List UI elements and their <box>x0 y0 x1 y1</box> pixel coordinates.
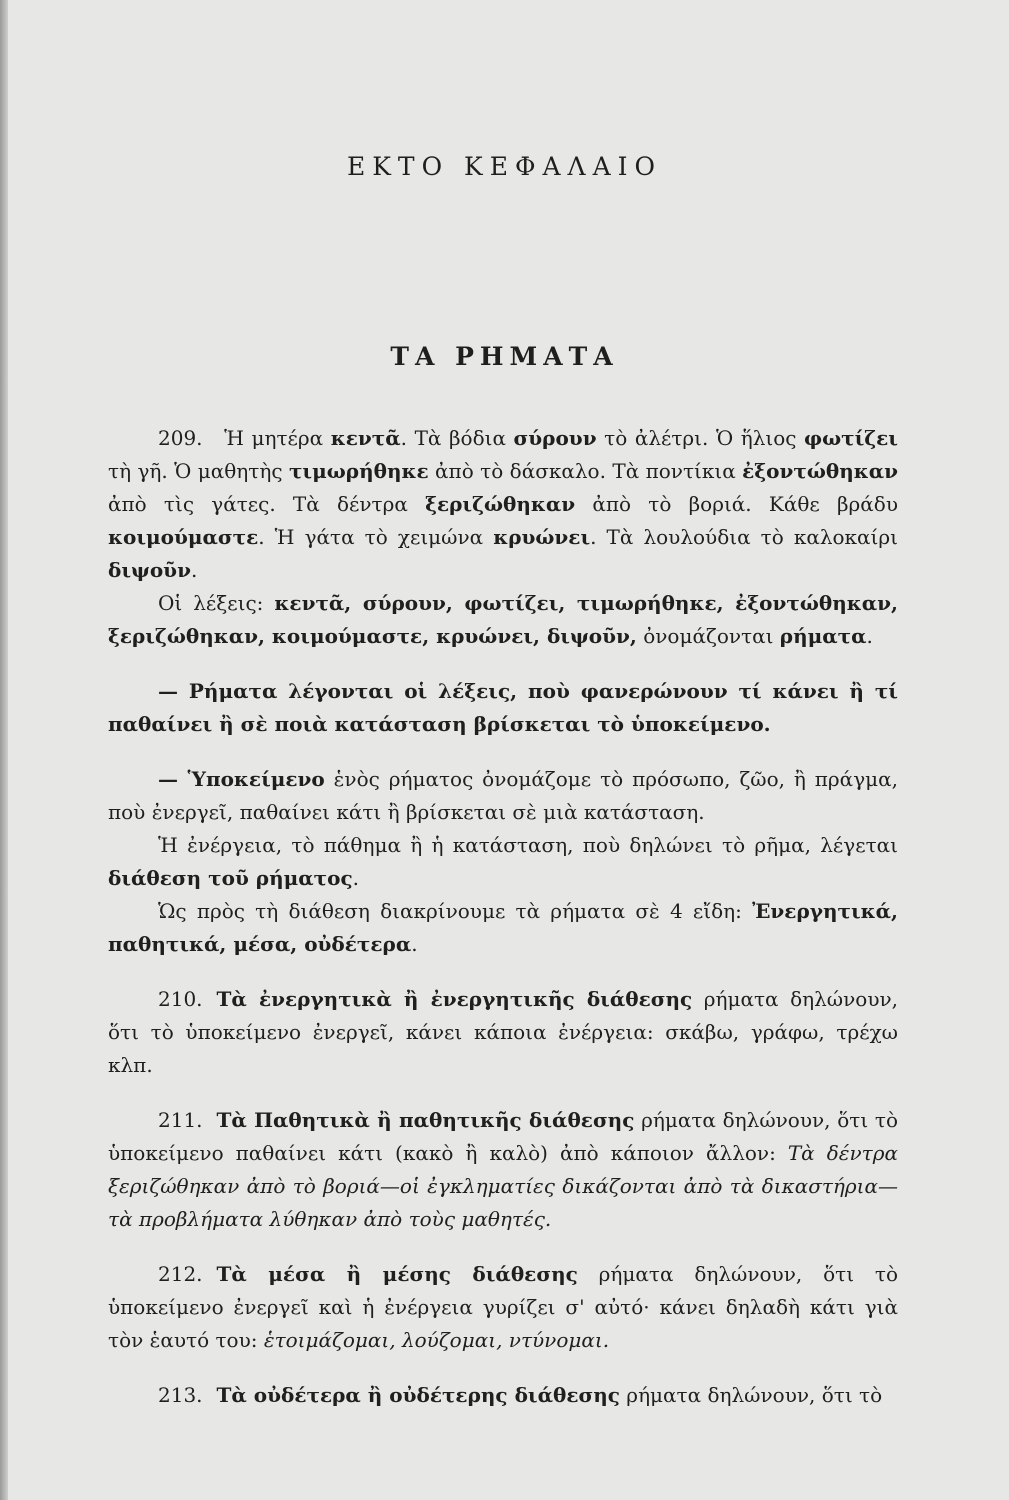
page-binding-shadow <box>0 0 8 1500</box>
paragraph-number: 211. <box>158 1108 203 1132</box>
text-run: . Τὰ βόδια <box>400 426 514 450</box>
disposition-definition <box>108 829 898 895</box>
verb-example: φωτίζει <box>804 426 898 450</box>
paragraph-number: 212. <box>158 1262 203 1286</box>
text-run: . Ἡ γάτα τὸ χειμώνα <box>258 525 494 549</box>
verb-example: σύρουν <box>513 426 597 450</box>
text-body <box>108 422 898 1412</box>
words-line <box>108 587 898 653</box>
text-run: Ὡς πρὸς τὴ διάθεση διακρίνουμε τὰ ρήματα σὲ 4 εἴδη: <box>158 899 753 923</box>
verb-example: ξεριζώθηκαν <box>425 492 576 516</box>
definition-verbs: — Ρήματα λέγονται οἱ λέξεις, ποὺ φανερώνουν τί κάνει ἢ τί παθαίνει ἢ σὲ ποιὰ κατάσταση βρίσκεται τὸ ὑποκείμενο. <box>108 679 898 736</box>
text-run: Ἡ μητέρα <box>216 426 331 450</box>
verb-example: διψοῦν <box>108 558 191 582</box>
text-run: ρήματα δηλώνουν, ὅτι τὸ ὑποκείμενο παθαίνει κάτι (κακὸ ἢ καλὸ) ἀπὸ κάποιον ἄλλον: <box>108 1108 898 1165</box>
text-run: . Τὰ λουλούδια τὸ καλοκαίρι <box>590 525 898 549</box>
paragraph-211 <box>108 1104 898 1236</box>
term-subject: — Ὑποκείμενο <box>158 767 325 791</box>
verb-example: ἐξοντώθηκαν <box>742 459 898 483</box>
term-active: Τὰ ἐνεργητικὰ ἢ ἐνεργητικῆς διάθεσης <box>216 987 693 1011</box>
text-run: . <box>866 624 873 648</box>
term-middle: Τὰ μέσα ἢ μέσης διάθεσης <box>216 1262 578 1286</box>
term-disposition: διάθεση τοῦ ρήματος <box>108 866 353 890</box>
text-run: ἀπὸ τὸ δάσκαλο. Τὰ ποντίκια <box>428 459 743 483</box>
term-verbs: ρήματα <box>779 624 867 648</box>
text-run: τὴ γῆ. Ὁ μαθητὴς <box>108 459 289 483</box>
text-run: . <box>352 866 359 890</box>
kinds-of-verbs <box>108 895 898 961</box>
text-run: ἀπὸ τὶς γάτες. Τὰ δέντρα <box>108 492 426 516</box>
verb-example: κρυώνει <box>493 525 591 549</box>
paragraph-number: 209. <box>158 426 203 450</box>
kinds-list: Ἐνεργητικά, παθητικά, μέσα, οὐδέτερα <box>108 899 898 956</box>
text-run: Ἡ ἐνέργεια, τὸ πάθημα ἢ ἡ κατάσταση, ποὺ δηλώνει τὸ ρῆμα, λέγεται <box>158 833 898 857</box>
verb-example: κοιμούμαστε <box>108 525 259 549</box>
verb-list: κεντᾶ, σύρουν, φωτίζει, τιμωρήθηκε, ἐξοντώθηκαν, ξεριζώθηκαν, κοιμούμαστε, κρυώνει, διψοῦν, <box>108 591 899 648</box>
paragraph-210 <box>108 983 898 1082</box>
paragraph-209 <box>108 422 898 587</box>
passive-examples: Τὰ δέντρα ξεριζώθηκαν ἀπὸ τὸ βοριά—οἱ ἐγκληματίες δικάζονται ἀπὸ τὰ δικαστήρια—τὰ προβλήματα λύθηκαν ἀπὸ τοὺς μαθητές. <box>108 1141 898 1231</box>
section-title: ΤΑ ΡΗΜΑΤΑ <box>390 342 619 371</box>
term-passive: Τὰ Παθητικὰ ἢ παθητικῆς διάθεσης <box>216 1108 635 1132</box>
verb-example: κεντᾶ <box>330 426 401 450</box>
paragraph-number: 213. <box>158 1383 203 1407</box>
text-run: ὀνομάζονται <box>636 624 780 648</box>
text-run: ρήματα δηλώνουν, ὅτι τὸ ὑποκείμενο ἐνεργεῖ, κάνει κάποια ἐνέργεια: σκάβω, γράφω, τρέχω κλπ. <box>108 987 898 1077</box>
text-run: ρήματα δηλώνουν, ὅτι τὸ <box>619 1383 883 1407</box>
text-run: Οἱ λέξεις: <box>158 591 275 615</box>
text-run: . <box>411 932 418 956</box>
text-run: ἑνὸς ρήματος ὀνομάζομε τὸ πρόσωπο, ζῶο, ἢ πράγμα, ποὺ ἐνεργεῖ, παθαίνει κάτι ἢ βρίσκεται σὲ μιὰ κατάσταση. <box>108 767 899 824</box>
text-run: ρήματα δηλώνουν, ὅτι τὸ ὑποκείμενο ἐνεργεῖ καὶ ἡ ἐνέργεια γυρίζει σ' αὐτό· κάνει δηλαδὴ κάτι γιὰ τὸν ἑαυτό του: <box>108 1262 898 1352</box>
paragraph-213 <box>108 1379 898 1412</box>
paragraph-212 <box>108 1258 898 1357</box>
term-neuter: Τὰ οὐδέτερα ἢ οὐδέτερης διάθεσης <box>216 1383 620 1407</box>
chapter-heading: ΕΚΤΟ ΚΕΦΑΛΑΙΟ <box>347 152 662 181</box>
verb-example: τιμωρήθηκε <box>288 459 429 483</box>
text-run: ἀπὸ τὸ βοριά. Κάθε βράδυ <box>575 492 898 516</box>
middle-examples: ἑτοιμάζομαι, λούζομαι, ντύνομαι. <box>263 1328 610 1352</box>
subject-definition <box>108 763 898 829</box>
text-run: τὸ ἀλέτρι. Ὁ ἥλιος <box>596 426 805 450</box>
paragraph-number: 210. <box>158 987 203 1011</box>
text-run: . <box>190 558 198 582</box>
